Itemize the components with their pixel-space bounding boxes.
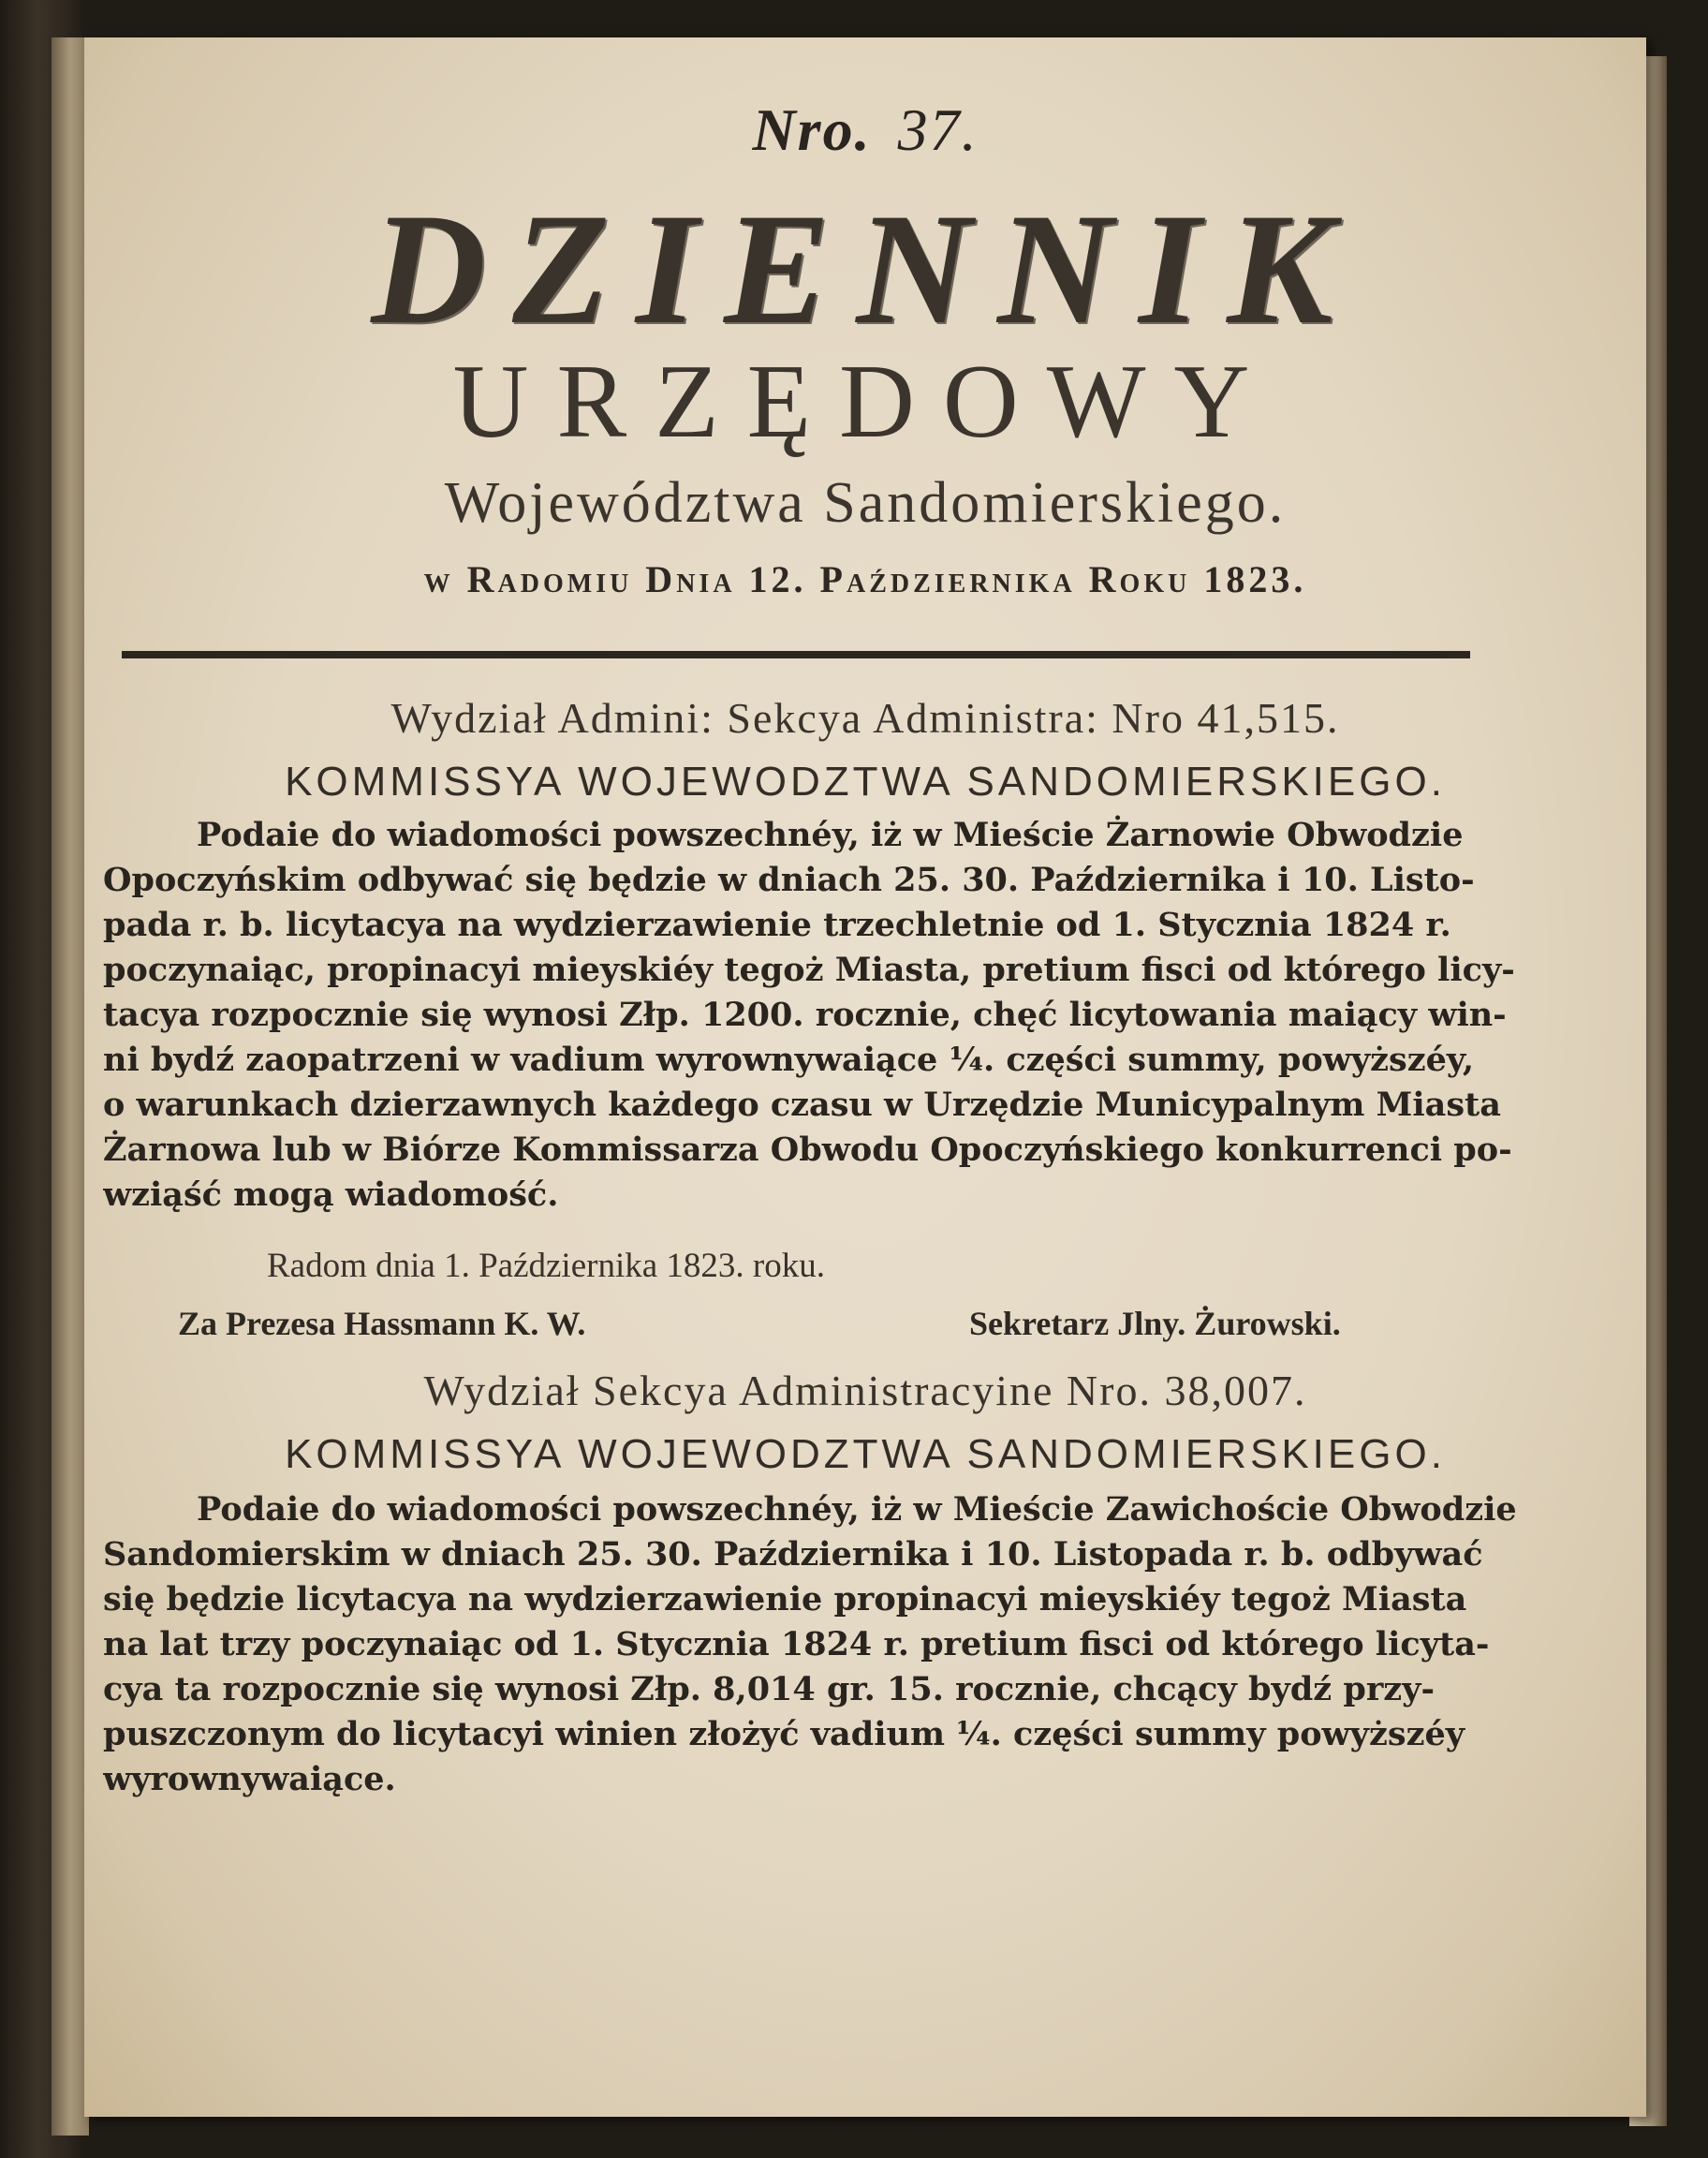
notice-2-line: na lat trzy poczynaiąc od 1. Stycznia 1824 r. pretium fisci od którego licyta- <box>103 1625 1490 1663</box>
notice-2-line: wyrownywaiące. <box>103 1760 396 1798</box>
masthead-region: Województwa Sandomierskiego. <box>444 471 1287 535</box>
newspaper-page <box>84 37 1646 2117</box>
notice-1-line: tacya rozpocznie się wynosi Złp. 1200. rocznie, chęć licytowania maiący win- <box>103 996 1507 1034</box>
notice-1-date: Radom dnia 1. Października 1823. roku. <box>267 1247 825 1285</box>
notice-1-line: wziąść mogą wiadomość. <box>103 1175 559 1214</box>
masthead-subtitle: URZĘDOWY <box>452 344 1278 460</box>
header-divider <box>122 651 1470 658</box>
notice-1-line: pada r. b. licytacya na wydzierzawienie trzechletnie od 1. Stycznia 1824 r. <box>103 906 1451 944</box>
masthead-title: DZIENNIK <box>371 181 1360 357</box>
masthead-date: w Radomiu Dnia 12. Października Roku 1823. <box>423 558 1307 600</box>
book-spine-edge <box>52 37 89 2136</box>
notice-2-line: cya ta rozpocznie się wynosi Złp. 8,014 gr. 15. rocznie, chcący bydź przy- <box>103 1670 1436 1708</box>
notice-1-line: poczynaiąc, propinacyi mieyskiéy tegoż Miasta, pretium fisci od którego licy- <box>103 951 1515 989</box>
notice-2-department: Wydział Sekcya Administracyine Nro. 38,007. <box>423 1367 1307 1414</box>
notice-1-body <box>103 813 1526 1218</box>
notice-1-signature-left: Za Prezesa Hassmann K. W. <box>178 1305 586 1342</box>
issue-number-value: 37. <box>897 96 979 163</box>
notice-1-signature-right: Sekretarz Jlny. Żurowski. <box>969 1305 1341 1342</box>
notice-2-line: puszczonym do licytacyi winien złożyć vadium ¼. części summy powyższéy <box>103 1715 1465 1753</box>
notice-2-authority: KOMMISSYA WOJEWODZTWA SANDOMIERSKIEGO. <box>285 1431 1446 1477</box>
notice-1-authority: KOMMISSYA WOJEWODZTWA SANDOMIERSKIEGO. <box>285 759 1446 805</box>
notice-1-line: o warunkach dzierzawnych każdego czasu w Urzędzie Municypalnym Miasta <box>103 1086 1501 1124</box>
notice-1-line: ni bydź zaopatrzeni w vadium wyrownywaiące ¼. części summy, powyższéy, <box>103 1041 1475 1079</box>
notice-2-line: Podaie do wiadomości powszechnéy, iż w Mieście Zawichoście Obwodzie <box>197 1490 1517 1529</box>
issue-number <box>84 96 1646 165</box>
notice-1-department: Wydział Admini: Sekcya Administra: Nro 41,515. <box>390 694 1340 742</box>
notice-1-line: Podaie do wiadomości powszechnéy, iż w Mieście Żarnowie Obwodzie <box>197 816 1464 854</box>
notice-2-line: się będzie licytacya na wydzierzawienie propinacyi mieyskiéy tegoż Miasta <box>103 1580 1467 1618</box>
notice-1-line: Żarnowa lub w Biórze Kommissarza Obwodu Opoczyńskiego konkurrenci po- <box>103 1131 1512 1169</box>
issue-number-label: Nro. <box>752 96 872 163</box>
notice-1-line: Opoczyńskim odbywać się będzie w dniach 25. 30. Października i 10. Listo- <box>103 861 1475 899</box>
notice-2-body <box>103 1487 1526 1802</box>
notice-2-line: Sandomierskim w dniach 25. 30. Października i 10. Listopada r. b. odbywać <box>103 1535 1483 1574</box>
